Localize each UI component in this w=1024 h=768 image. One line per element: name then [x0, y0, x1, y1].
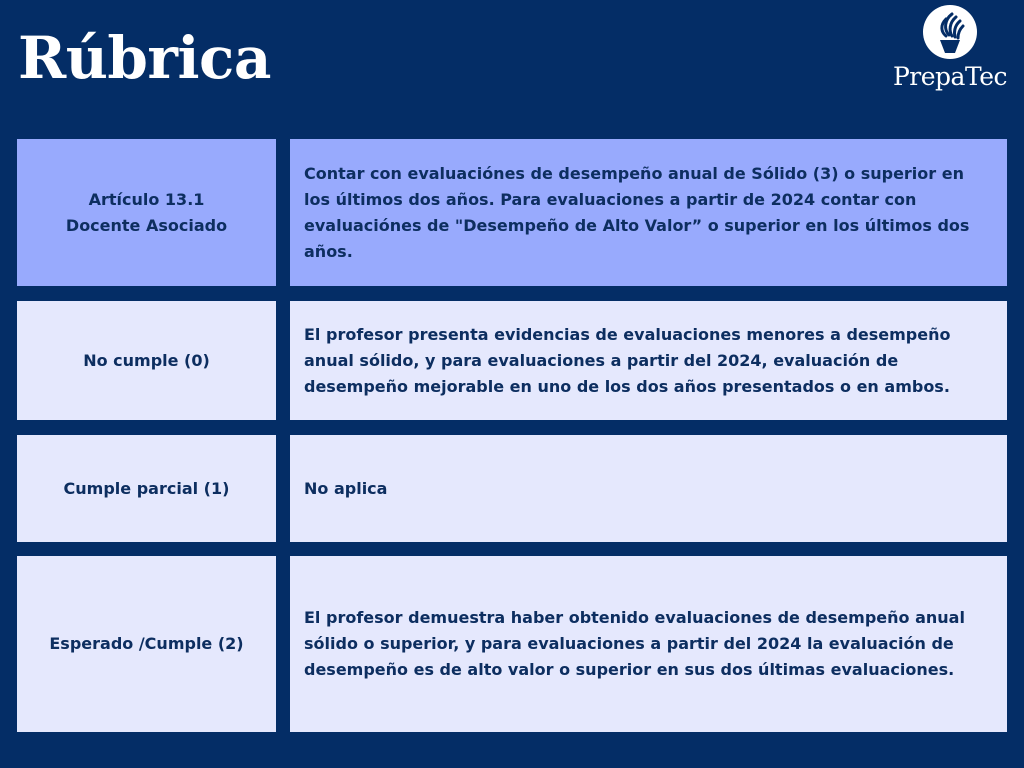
prepatec-logo — [880, 4, 1020, 104]
page-title: Rúbrica — [18, 24, 271, 92]
level-description-no-cumple: El profesor presenta evidencias de evaluaciones menores a desempeño anual sólido, y para evaluaciones a partir del 2024, evaluación de desempeño mejorable en uno de los dos años presentados o en ambos. — [290, 301, 1007, 420]
level-description-cumple-parcial: No aplica — [290, 435, 1007, 542]
level-label-cumple-parcial: Cumple parcial (1) — [17, 435, 276, 542]
level-description-esperado-cumple: El profesor demuestra haber obtenido evaluaciones de desempeño anual sólido o superior, y para evaluaciones a partir del 2024 la evaluación de desempeño es de alto valor o superior en sus dos últimas evaluaciones. — [290, 556, 1007, 732]
torch-icon — [922, 4, 978, 60]
level-label-esperado-cumple: Esperado /Cumple (2) — [17, 556, 276, 732]
level-label-no-cumple: No cumple (0) — [17, 301, 276, 420]
article-label: Artículo 13.1 Docente Asociado — [17, 139, 276, 286]
article-description: Contar con evaluaciónes de desempeño anual de Sólido (3) o superior en los últimos dos años. Para evaluaciones a partir de 2024 contar con evaluaciónes de "Desempeño de Alto Valor” o superior en los últimos dos años. — [290, 139, 1007, 286]
logo-text: PrepaTec — [892, 62, 1007, 91]
